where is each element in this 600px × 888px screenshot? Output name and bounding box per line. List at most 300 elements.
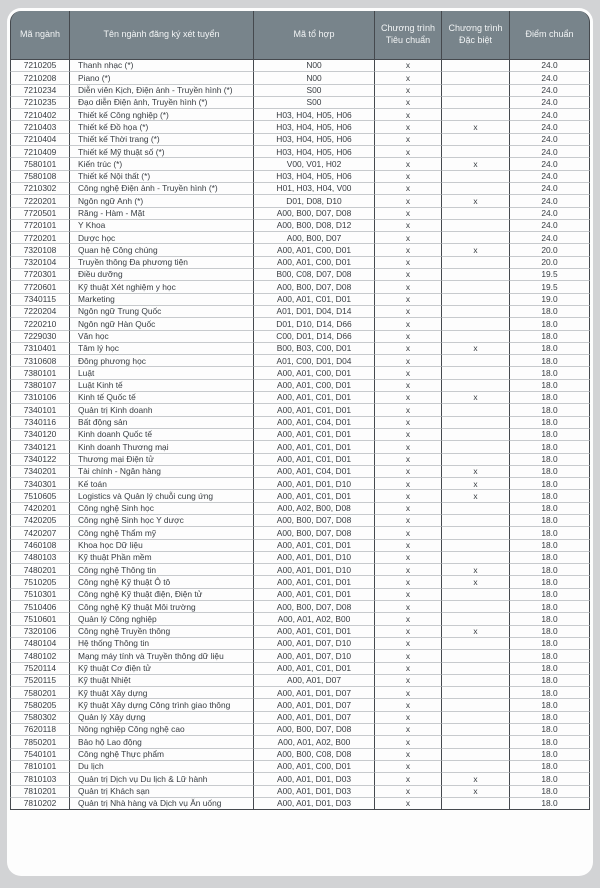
cell-ten-nganh: Truyền thông Đa phương tiện [70, 257, 254, 269]
cell-ma-to-hop: B00, B03, C00, D01 [254, 343, 375, 355]
cell-ma-nganh: 7340122 [10, 454, 70, 466]
cell-tieu-chuan: x [375, 552, 442, 564]
table-row [10, 589, 590, 601]
cell-diem-chuan: 18.0 [510, 515, 590, 527]
cell-ten-nganh: Quản trị Dịch vụ Du lịch & Lữ hành [70, 773, 254, 785]
cell-ma-nganh: 7380107 [10, 380, 70, 392]
cell-ma-to-hop: C00, D01, D14, D66 [254, 331, 375, 343]
table-row [10, 540, 590, 552]
cell-ten-nganh: Diễn viên Kịch, Điện ảnh - Truyền hình (*) [70, 85, 254, 97]
cell-tieu-chuan: x [375, 85, 442, 97]
cell-ma-to-hop: A00, B00, C08, D08 [254, 749, 375, 761]
cell-ten-nganh: Luật Kinh tế [70, 380, 254, 392]
cell-ma-to-hop: A00, B00, D07, D08 [254, 527, 375, 539]
cell-ma-to-hop: A00, A01, C00, D01 [254, 761, 375, 773]
cell-diem-chuan: 18.0 [510, 761, 590, 773]
table-row [10, 527, 590, 539]
cell-ma-nganh: 7850201 [10, 736, 70, 748]
admission-scores-table [10, 11, 590, 810]
cell-ma-nganh: 7340115 [10, 294, 70, 306]
cell-ten-nganh: Kinh doanh Quốc tế [70, 429, 254, 441]
cell-diem-chuan: 18.0 [510, 318, 590, 330]
table-row [10, 109, 590, 121]
cell-dac-biet: x [442, 786, 510, 798]
cell-ma-nganh: 7480102 [10, 650, 70, 662]
cell-dac-biet [442, 331, 510, 343]
cell-diem-chuan: 18.0 [510, 589, 590, 601]
table-row [10, 380, 590, 392]
cell-diem-chuan: 24.0 [510, 183, 590, 195]
cell-dac-biet: x [442, 244, 510, 256]
cell-ma-to-hop: A00, B00, D07, D08 [254, 515, 375, 527]
cell-ma-to-hop: V00, V01, H02 [254, 158, 375, 170]
cell-diem-chuan: 19.5 [510, 281, 590, 293]
cell-ma-nganh: 7720301 [10, 269, 70, 281]
cell-dac-biet: x [442, 121, 510, 133]
cell-ma-to-hop: A00, A01, C00, D01 [254, 367, 375, 379]
cell-ma-to-hop: A00, A01, C01, D01 [254, 540, 375, 552]
cell-ten-nganh: Thiết kế Thời trang (*) [70, 134, 254, 146]
table-row [10, 355, 590, 367]
cell-ma-to-hop: N00 [254, 72, 375, 84]
cell-ma-to-hop: A00, A01, C01, D01 [254, 589, 375, 601]
cell-tieu-chuan: x [375, 478, 442, 490]
cell-ten-nganh: Công nghệ Điện ảnh - Truyền hình (*) [70, 183, 254, 195]
cell-ten-nganh: Ngôn ngữ Trung Quốc [70, 306, 254, 318]
table-row [10, 318, 590, 330]
cell-dac-biet [442, 527, 510, 539]
cell-tieu-chuan: x [375, 712, 442, 724]
cell-ma-nganh: 7810101 [10, 761, 70, 773]
cell-diem-chuan: 18.0 [510, 306, 590, 318]
cell-diem-chuan: 24.0 [510, 220, 590, 232]
cell-ma-to-hop: A00, A01, C01, D01 [254, 626, 375, 638]
cell-ten-nganh: Quản trị Nhà hàng và Dịch vụ Ăn uống [70, 798, 254, 810]
cell-ma-to-hop: A00, A01, D01, D10 [254, 552, 375, 564]
column-header-tieu-chuan: Chương trình Tiêu chuẩn [375, 11, 442, 60]
table-row [10, 183, 590, 195]
cell-diem-chuan: 18.0 [510, 503, 590, 515]
cell-dac-biet [442, 712, 510, 724]
table-row [10, 294, 590, 306]
cell-ma-to-hop: A00, A01, C00, D01 [254, 380, 375, 392]
cell-ma-to-hop: A00, A01, D07, D10 [254, 638, 375, 650]
cell-diem-chuan: 18.0 [510, 392, 590, 404]
column-header-diem-chuan: Điểm chuẩn [510, 11, 590, 60]
cell-tieu-chuan: x [375, 281, 442, 293]
cell-ten-nganh: Quản trị Kinh doanh [70, 404, 254, 416]
cell-ma-to-hop: A00, A01, C01, D01 [254, 392, 375, 404]
cell-dac-biet [442, 761, 510, 773]
table-row [10, 269, 590, 281]
cell-tieu-chuan: x [375, 306, 442, 318]
cell-dac-biet [442, 85, 510, 97]
cell-ten-nganh: Du lịch [70, 761, 254, 773]
cell-tieu-chuan: x [375, 109, 442, 121]
cell-dac-biet: x [442, 343, 510, 355]
cell-ma-to-hop: A00, A02, B00, D08 [254, 503, 375, 515]
cell-tieu-chuan: x [375, 220, 442, 232]
cell-tieu-chuan: x [375, 687, 442, 699]
cell-tieu-chuan: x [375, 699, 442, 711]
table-row [10, 429, 590, 441]
cell-dac-biet [442, 552, 510, 564]
cell-diem-chuan: 19.0 [510, 294, 590, 306]
cell-tieu-chuan: x [375, 355, 442, 367]
cell-ma-to-hop: D01, D10, D14, D66 [254, 318, 375, 330]
cell-tieu-chuan: x [375, 429, 442, 441]
table-row [10, 208, 590, 220]
cell-ma-nganh: 7720201 [10, 232, 70, 244]
cell-diem-chuan: 20.0 [510, 244, 590, 256]
table-row [10, 441, 590, 453]
cell-ma-nganh: 7340116 [10, 417, 70, 429]
cell-tieu-chuan: x [375, 675, 442, 687]
cell-diem-chuan: 18.0 [510, 355, 590, 367]
cell-dac-biet [442, 454, 510, 466]
cell-dac-biet [442, 441, 510, 453]
cell-ten-nganh: Ngôn ngữ Hàn Quốc [70, 318, 254, 330]
cell-ten-nganh: Công nghệ Truyền thông [70, 626, 254, 638]
cell-ma-nganh: 7540101 [10, 749, 70, 761]
table-row [10, 195, 590, 207]
cell-diem-chuan: 24.0 [510, 146, 590, 158]
cell-ten-nganh: Tài chính - Ngân hàng [70, 466, 254, 478]
cell-tieu-chuan: x [375, 613, 442, 625]
cell-diem-chuan: 24.0 [510, 85, 590, 97]
cell-diem-chuan: 18.0 [510, 552, 590, 564]
cell-ten-nganh: Kỹ thuật Xét nghiệm y học [70, 281, 254, 293]
cell-tieu-chuan: x [375, 515, 442, 527]
table-row [10, 736, 590, 748]
cell-ten-nganh: Quản lý Công nghiệp [70, 613, 254, 625]
cell-ten-nganh: Công nghệ Sinh học [70, 503, 254, 515]
cell-ma-to-hop: H01, H03, H04, V00 [254, 183, 375, 195]
cell-ten-nganh: Thanh nhạc (*) [70, 60, 254, 72]
cell-diem-chuan: 18.0 [510, 675, 590, 687]
cell-ma-to-hop: A00, A01, C00, D01 [254, 257, 375, 269]
cell-ma-nganh: 7210235 [10, 97, 70, 109]
cell-dac-biet [442, 540, 510, 552]
cell-dac-biet [442, 429, 510, 441]
cell-dac-biet [442, 281, 510, 293]
table-body [10, 60, 590, 810]
cell-dac-biet [442, 318, 510, 330]
table-row [10, 85, 590, 97]
table-row [10, 564, 590, 576]
table-row [10, 515, 590, 527]
cell-tieu-chuan: x [375, 318, 442, 330]
cell-tieu-chuan: x [375, 626, 442, 638]
cell-dac-biet [442, 515, 510, 527]
cell-ma-nganh: 7210404 [10, 134, 70, 146]
cell-diem-chuan: 18.0 [510, 454, 590, 466]
cell-tieu-chuan: x [375, 158, 442, 170]
cell-dac-biet [442, 699, 510, 711]
table-row [10, 367, 590, 379]
table-row [10, 699, 590, 711]
cell-ten-nganh: Ngôn ngữ Anh (*) [70, 195, 254, 207]
cell-ten-nganh: Thiết kế Đồ họa (*) [70, 121, 254, 133]
cell-ma-to-hop: H03, H04, H05, H06 [254, 146, 375, 158]
table-row [10, 478, 590, 490]
cell-ma-nganh: 7310608 [10, 355, 70, 367]
cell-ma-to-hop: A00, A01, D01, D07 [254, 712, 375, 724]
cell-tieu-chuan: x [375, 736, 442, 748]
table-row [10, 404, 590, 416]
table-row [10, 724, 590, 736]
cell-ma-to-hop: A00, A01, A02, B00 [254, 613, 375, 625]
cell-diem-chuan: 24.0 [510, 60, 590, 72]
cell-ma-to-hop: A00, B00, D07, D08 [254, 601, 375, 613]
cell-diem-chuan: 24.0 [510, 109, 590, 121]
cell-ma-nganh: 7580101 [10, 158, 70, 170]
cell-dac-biet [442, 134, 510, 146]
cell-diem-chuan: 18.0 [510, 736, 590, 748]
table-row [10, 343, 590, 355]
cell-ma-to-hop: A00, B00, D07, D08 [254, 724, 375, 736]
cell-dac-biet [442, 601, 510, 613]
cell-ma-to-hop: D01, D08, D10 [254, 195, 375, 207]
cell-ma-nganh: 7510301 [10, 589, 70, 601]
cell-ma-nganh: 7340301 [10, 478, 70, 490]
table-row [10, 220, 590, 232]
cell-diem-chuan: 18.0 [510, 687, 590, 699]
cell-dac-biet: x [442, 392, 510, 404]
cell-dac-biet [442, 798, 510, 810]
cell-dac-biet [442, 269, 510, 281]
cell-tieu-chuan: x [375, 171, 442, 183]
cell-ten-nganh: Quan hệ Công chúng [70, 244, 254, 256]
cell-ma-to-hop: A00, A01, C01, D01 [254, 663, 375, 675]
cell-tieu-chuan: x [375, 761, 442, 773]
cell-ma-nganh: 7220204 [10, 306, 70, 318]
cell-dac-biet: x [442, 478, 510, 490]
cell-ten-nganh: Quản lý Xây dựng [70, 712, 254, 724]
table-row [10, 503, 590, 515]
cell-dac-biet: x [442, 626, 510, 638]
cell-ten-nganh: Quản trị Khách sạn [70, 786, 254, 798]
cell-ma-nganh: 7580108 [10, 171, 70, 183]
cell-dac-biet [442, 257, 510, 269]
cell-diem-chuan: 24.0 [510, 195, 590, 207]
cell-ma-to-hop: A00, A01, C04, D01 [254, 417, 375, 429]
cell-ma-nganh: 7620118 [10, 724, 70, 736]
cell-dac-biet [442, 183, 510, 195]
cell-tieu-chuan: x [375, 441, 442, 453]
cell-ma-nganh: 7220210 [10, 318, 70, 330]
cell-ten-nganh: Kỹ thuật Phần mềm [70, 552, 254, 564]
cell-ma-nganh: 7220201 [10, 195, 70, 207]
cell-dac-biet [442, 613, 510, 625]
cell-ma-to-hop: A01, D01, D04, D14 [254, 306, 375, 318]
cell-ma-nganh: 7310106 [10, 392, 70, 404]
cell-diem-chuan: 19.5 [510, 269, 590, 281]
column-header-dac-biet: Chương trình Đặc biệt [442, 11, 510, 60]
table-row [10, 146, 590, 158]
cell-ma-to-hop: N00 [254, 60, 375, 72]
cell-diem-chuan: 18.0 [510, 441, 590, 453]
table-row [10, 306, 590, 318]
cell-ma-nganh: 7340120 [10, 429, 70, 441]
cell-ma-nganh: 7210234 [10, 85, 70, 97]
header-row [10, 11, 590, 60]
cell-ma-nganh: 7210208 [10, 72, 70, 84]
cell-ma-to-hop: A00, A01, C01, D01 [254, 576, 375, 588]
table-row [10, 232, 590, 244]
cell-diem-chuan: 18.0 [510, 564, 590, 576]
table-row [10, 417, 590, 429]
table-row [10, 798, 590, 810]
table-row [10, 121, 590, 133]
cell-ten-nganh: Kinh tế Quốc tế [70, 392, 254, 404]
cell-tieu-chuan: x [375, 183, 442, 195]
table-row [10, 392, 590, 404]
table-row [10, 626, 590, 638]
cell-diem-chuan: 18.0 [510, 576, 590, 588]
cell-ma-to-hop: H03, H04, H05, H06 [254, 134, 375, 146]
cell-ma-nganh: 7210302 [10, 183, 70, 195]
cell-tieu-chuan: x [375, 404, 442, 416]
cell-tieu-chuan: x [375, 146, 442, 158]
cell-tieu-chuan: x [375, 244, 442, 256]
cell-diem-chuan: 24.0 [510, 208, 590, 220]
cell-ma-to-hop: A00, A01, D01, D07 [254, 687, 375, 699]
cell-dac-biet: x [442, 773, 510, 785]
cell-ma-nganh: 7340121 [10, 441, 70, 453]
cell-ma-to-hop: A00, A01, D01, D03 [254, 798, 375, 810]
column-header-ma-nganh: Mã ngành [10, 11, 70, 60]
cell-tieu-chuan: x [375, 454, 442, 466]
cell-diem-chuan: 18.0 [510, 663, 590, 675]
cell-ma-to-hop: A00, A01, D01, D03 [254, 786, 375, 798]
cell-ma-to-hop: A00, A01, C01, D01 [254, 454, 375, 466]
cell-dac-biet [442, 736, 510, 748]
table-row [10, 576, 590, 588]
cell-tieu-chuan: x [375, 650, 442, 662]
cell-tieu-chuan: x [375, 527, 442, 539]
cell-ma-nganh: 7210402 [10, 109, 70, 121]
cell-diem-chuan: 20.0 [510, 257, 590, 269]
cell-ma-to-hop: A00, A01, C01, D01 [254, 294, 375, 306]
cell-tieu-chuan: x [375, 564, 442, 576]
cell-ma-to-hop: A01, C00, D01, D04 [254, 355, 375, 367]
table-row [10, 601, 590, 613]
cell-dac-biet: x [442, 466, 510, 478]
cell-ma-to-hop: H03, H04, H05, H06 [254, 121, 375, 133]
cell-tieu-chuan: x [375, 380, 442, 392]
cell-diem-chuan: 18.0 [510, 712, 590, 724]
cell-ten-nganh: Thiết kế Nội thất (*) [70, 171, 254, 183]
cell-ma-nganh: 7510601 [10, 613, 70, 625]
cell-diem-chuan: 18.0 [510, 540, 590, 552]
cell-ma-to-hop: A00, A01, D01, D10 [254, 478, 375, 490]
cell-ma-to-hop: A00, B00, D07 [254, 232, 375, 244]
cell-tieu-chuan: x [375, 601, 442, 613]
cell-ten-nganh: Văn học [70, 331, 254, 343]
cell-diem-chuan: 24.0 [510, 121, 590, 133]
cell-dac-biet [442, 109, 510, 121]
table-row [10, 712, 590, 724]
cell-diem-chuan: 18.0 [510, 626, 590, 638]
cell-diem-chuan: 18.0 [510, 429, 590, 441]
cell-dac-biet: x [442, 490, 510, 502]
cell-ten-nganh: Thiết kế Công nghiệp (*) [70, 109, 254, 121]
cell-dac-biet [442, 146, 510, 158]
cell-dac-biet [442, 306, 510, 318]
cell-tieu-chuan: x [375, 294, 442, 306]
table-row [10, 171, 590, 183]
table-row [10, 749, 590, 761]
column-header-ten-nganh: Tên ngành đăng ký xét tuyển [70, 11, 254, 60]
cell-diem-chuan: 18.0 [510, 331, 590, 343]
cell-ma-to-hop: A00, B00, D08, D12 [254, 220, 375, 232]
cell-ten-nganh: Kế toán [70, 478, 254, 490]
cell-tieu-chuan: x [375, 786, 442, 798]
cell-dac-biet [442, 663, 510, 675]
cell-ma-nganh: 7720501 [10, 208, 70, 220]
cell-ten-nganh: Công nghệ Thực phẩm [70, 749, 254, 761]
cell-ten-nganh: Công nghệ Sinh học Y dược [70, 515, 254, 527]
table-row [10, 466, 590, 478]
cell-tieu-chuan: x [375, 589, 442, 601]
cell-diem-chuan: 18.0 [510, 613, 590, 625]
cell-ten-nganh: Thương mại Điện tử [70, 454, 254, 466]
cell-diem-chuan: 24.0 [510, 97, 590, 109]
table-row [10, 72, 590, 84]
cell-ma-nganh: 7810202 [10, 798, 70, 810]
cell-ten-nganh: Logistics và Quản lý chuỗi cung ứng [70, 490, 254, 502]
cell-dac-biet [442, 589, 510, 601]
cell-ma-to-hop: S00 [254, 97, 375, 109]
cell-ten-nganh: Nông nghiệp Công nghệ cao [70, 724, 254, 736]
cell-ma-nganh: 7580205 [10, 699, 70, 711]
cell-dac-biet: x [442, 564, 510, 576]
cell-dac-biet: x [442, 195, 510, 207]
cell-ten-nganh: Luật [70, 367, 254, 379]
cell-tieu-chuan: x [375, 232, 442, 244]
cell-ma-nganh: 7210403 [10, 121, 70, 133]
cell-tieu-chuan: x [375, 60, 442, 72]
cell-dac-biet [442, 60, 510, 72]
cell-diem-chuan: 18.0 [510, 724, 590, 736]
cell-ten-nganh: Đạo diễn Điện ảnh, Truyền hình (*) [70, 97, 254, 109]
cell-ten-nganh: Công nghệ Thẩm mỹ [70, 527, 254, 539]
cell-ma-nganh: 7420201 [10, 503, 70, 515]
cell-dac-biet [442, 171, 510, 183]
cell-dac-biet [442, 650, 510, 662]
cell-ma-nganh: 7320106 [10, 626, 70, 638]
cell-dac-biet [442, 97, 510, 109]
cell-tieu-chuan: x [375, 798, 442, 810]
cell-diem-chuan: 24.0 [510, 171, 590, 183]
cell-ten-nganh: Kiến trúc (*) [70, 158, 254, 170]
cell-dac-biet [442, 367, 510, 379]
cell-tieu-chuan: x [375, 638, 442, 650]
cell-dac-biet: x [442, 158, 510, 170]
cell-dac-biet [442, 638, 510, 650]
cell-ma-nganh: 7720601 [10, 281, 70, 293]
table-row [10, 786, 590, 798]
cell-ma-nganh: 7340101 [10, 404, 70, 416]
cell-ma-nganh: 7520115 [10, 675, 70, 687]
cell-ten-nganh: Piano (*) [70, 72, 254, 84]
table-row [10, 638, 590, 650]
cell-ten-nganh: Dược học [70, 232, 254, 244]
cell-tieu-chuan: x [375, 576, 442, 588]
table-row [10, 490, 590, 502]
cell-tieu-chuan: x [375, 269, 442, 281]
